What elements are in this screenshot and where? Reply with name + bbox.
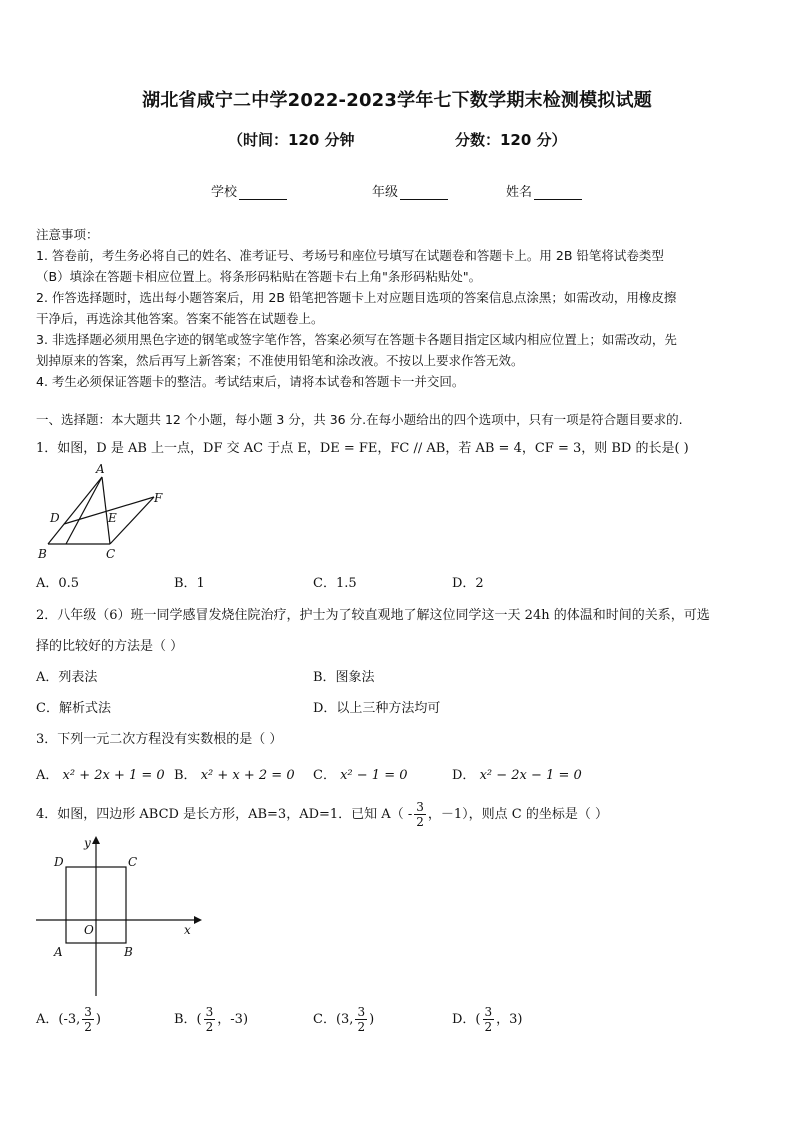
q4-stem-post: ，－1），则点 C 的坐标是（ ） xyxy=(427,807,608,822)
q3-option-d-label: D． xyxy=(452,768,476,783)
q3-option-d[interactable] xyxy=(452,764,582,783)
q4-stem-pre: 4．如图，四边形 ABCD 是长方形，AB=3，AD=1．已知 A（ - xyxy=(36,807,413,822)
total-score: 分数：120 分） xyxy=(455,131,567,149)
notes-line: 划掉原来的答案，然后再写上新答案；不准使用铅笔和涂改液。不按以上要求作答无效。 xyxy=(36,353,524,368)
q1-option-b[interactable]: B．1 xyxy=(174,576,205,591)
q4-fraction-num: 3 xyxy=(416,800,424,814)
grade-field[interactable] xyxy=(372,181,448,200)
label-b: B xyxy=(38,547,47,561)
q4-option-d-fraction: $\frac{3}{2}$ xyxy=(484,1005,493,1034)
q2-option-d[interactable]: D．以上三种方法均可 xyxy=(313,701,441,716)
notes-line: 3. 非选择题必须用黑色字迹的钢笔或签字笔作答，答案必须写在答题卡各题目指定区域内相应位置上；如需改动，先 xyxy=(36,332,677,347)
label-y: y xyxy=(84,836,91,850)
segment-ab xyxy=(66,477,102,544)
q4-option-b-fraction: $\frac{3}{2}$ xyxy=(205,1005,214,1034)
q4-option-c-label: C．(3, xyxy=(313,1012,354,1027)
q4-option-c[interactable]: C．(3, $\frac{3}{2}$ ) xyxy=(313,1005,375,1034)
grade-blank[interactable] xyxy=(400,186,448,200)
section-heading: 一、选择题：本大题共 12 个小题，每小题 3 分，共 36 分.在每小题给出的四个选项中，只有一项是符合题目要求的. xyxy=(36,412,683,427)
x-axis-arrow-icon xyxy=(194,916,202,924)
q3-equation-b: x² + x + 2 = 0 xyxy=(200,768,295,783)
school-blank[interactable] xyxy=(239,186,287,200)
label-f: F xyxy=(154,491,163,505)
exam-notes xyxy=(36,224,758,392)
school-label: 学校 xyxy=(211,185,238,200)
notes-line: （B）填涂在答题卡相应位置上。将条形码粘贴在答题卡右上角"条形码粘贴处"。 xyxy=(36,269,482,284)
notes-line: 2. 作答选择题时，选出每小题答案后，用 2B 铅笔把答题卡上对应题目选项的答案信息点涂黑；如需改动，用橡皮擦 xyxy=(36,290,677,305)
label-d: D xyxy=(54,855,64,869)
label-b: B xyxy=(124,945,133,959)
q4-fraction xyxy=(414,800,426,829)
q4-option-b[interactable]: B．( $\frac{3}{2}$ ，-3) xyxy=(174,1005,249,1034)
notes-heading: 注意事项： xyxy=(36,227,99,242)
q3-option-b-label: B． xyxy=(174,768,197,783)
label-e: E xyxy=(108,511,117,525)
school-field[interactable] xyxy=(211,181,287,200)
q4-option-a-fraction: $\frac{3}{2}$ xyxy=(84,1005,92,1034)
q3-option-b[interactable] xyxy=(174,764,295,783)
q4-option-d[interactable]: D．( $\frac{3}{2}$ ，3) xyxy=(452,1005,523,1034)
q4-option-c-fraction: $\frac{3}{2}$ xyxy=(357,1005,366,1034)
name-blank[interactable] xyxy=(534,186,582,200)
q1-option-a[interactable]: A．0.5 xyxy=(36,576,80,591)
label-d: D xyxy=(50,511,60,525)
label-a: A xyxy=(96,462,105,476)
notes-line: 干净后，再选涂其他答案。答案不能答在试题卷上。 xyxy=(36,311,324,326)
q3-option-a[interactable] xyxy=(36,764,165,783)
notes-line: 4. 考生必须保证答题卡的整洁。考试结束后，请将本试卷和答题卡一并交回。 xyxy=(36,374,465,389)
q2-stem-line2: 择的比较好的方法是（ ） xyxy=(36,639,184,654)
name-field[interactable] xyxy=(506,181,582,200)
q4-option-a[interactable]: A．(-3, $\frac{3}{2}$ ) xyxy=(36,1005,101,1034)
q3-equation-d: x² − 2x − 1 = 0 xyxy=(479,768,582,783)
label-c: C xyxy=(106,547,116,561)
q2-option-c[interactable]: C．解析式法 xyxy=(36,701,111,716)
label-x: x xyxy=(184,923,191,937)
q3-equation-c: x² − 1 = 0 xyxy=(340,768,408,783)
exam-title: 湖北省咸宁二中学2022-2023学年七下数学期末检测模拟试题 xyxy=(142,90,652,111)
label-o: O xyxy=(84,923,94,937)
grade-label: 年级 xyxy=(372,185,399,200)
q4-figure xyxy=(36,832,206,1000)
q4-option-b-label: B．( xyxy=(174,1012,202,1027)
q3-stem: 3．下列一元二次方程没有实数根的是（ ） xyxy=(36,732,283,747)
notes-line: 1. 答卷前，考生务必将自己的姓名、准考证号、考场号和座位号填写在试题卷和答题卡上。用 2B 铅笔将试卷类型 xyxy=(36,248,664,263)
q1-stem: 1．如图，D 是 AB 上一点，DF 交 AC 于点 E，DE = FE，FC // AB，若 AB = 4，CF = 3，则 BD 的长是( ) xyxy=(36,441,689,456)
label-a: A xyxy=(54,945,63,959)
q3-equation-a: x² + 2x + 1 = 0 xyxy=(62,768,165,783)
label-c: C xyxy=(128,855,138,869)
q4-option-a-label: A．(-3, xyxy=(36,1012,81,1027)
q4-fraction-den: 2 xyxy=(416,815,424,829)
time-limit: （时间：120 分钟 xyxy=(228,131,355,149)
q2-option-a[interactable]: A．列表法 xyxy=(36,670,98,685)
q3-option-c[interactable] xyxy=(313,764,408,783)
q4-stem xyxy=(36,800,608,829)
q2-option-b[interactable]: B．图象法 xyxy=(313,670,375,685)
q3-option-c-label: C． xyxy=(313,768,336,783)
y-axis-arrow-icon xyxy=(92,836,100,844)
q2-stem-line1: 2．八年级（6）班一同学感冒发烧住院治疗，护士为了较直观地了解这位同学这一天 24h 的体温和时间的关系，可选 xyxy=(36,608,710,623)
q1-option-c[interactable]: C．1.5 xyxy=(313,576,357,591)
name-label: 姓名 xyxy=(506,185,533,200)
q3-option-a-label: A． xyxy=(36,768,59,783)
q4-option-d-label: D．( xyxy=(452,1012,481,1027)
q1-option-d[interactable]: D．2 xyxy=(452,576,484,591)
q1-figure xyxy=(36,460,176,564)
